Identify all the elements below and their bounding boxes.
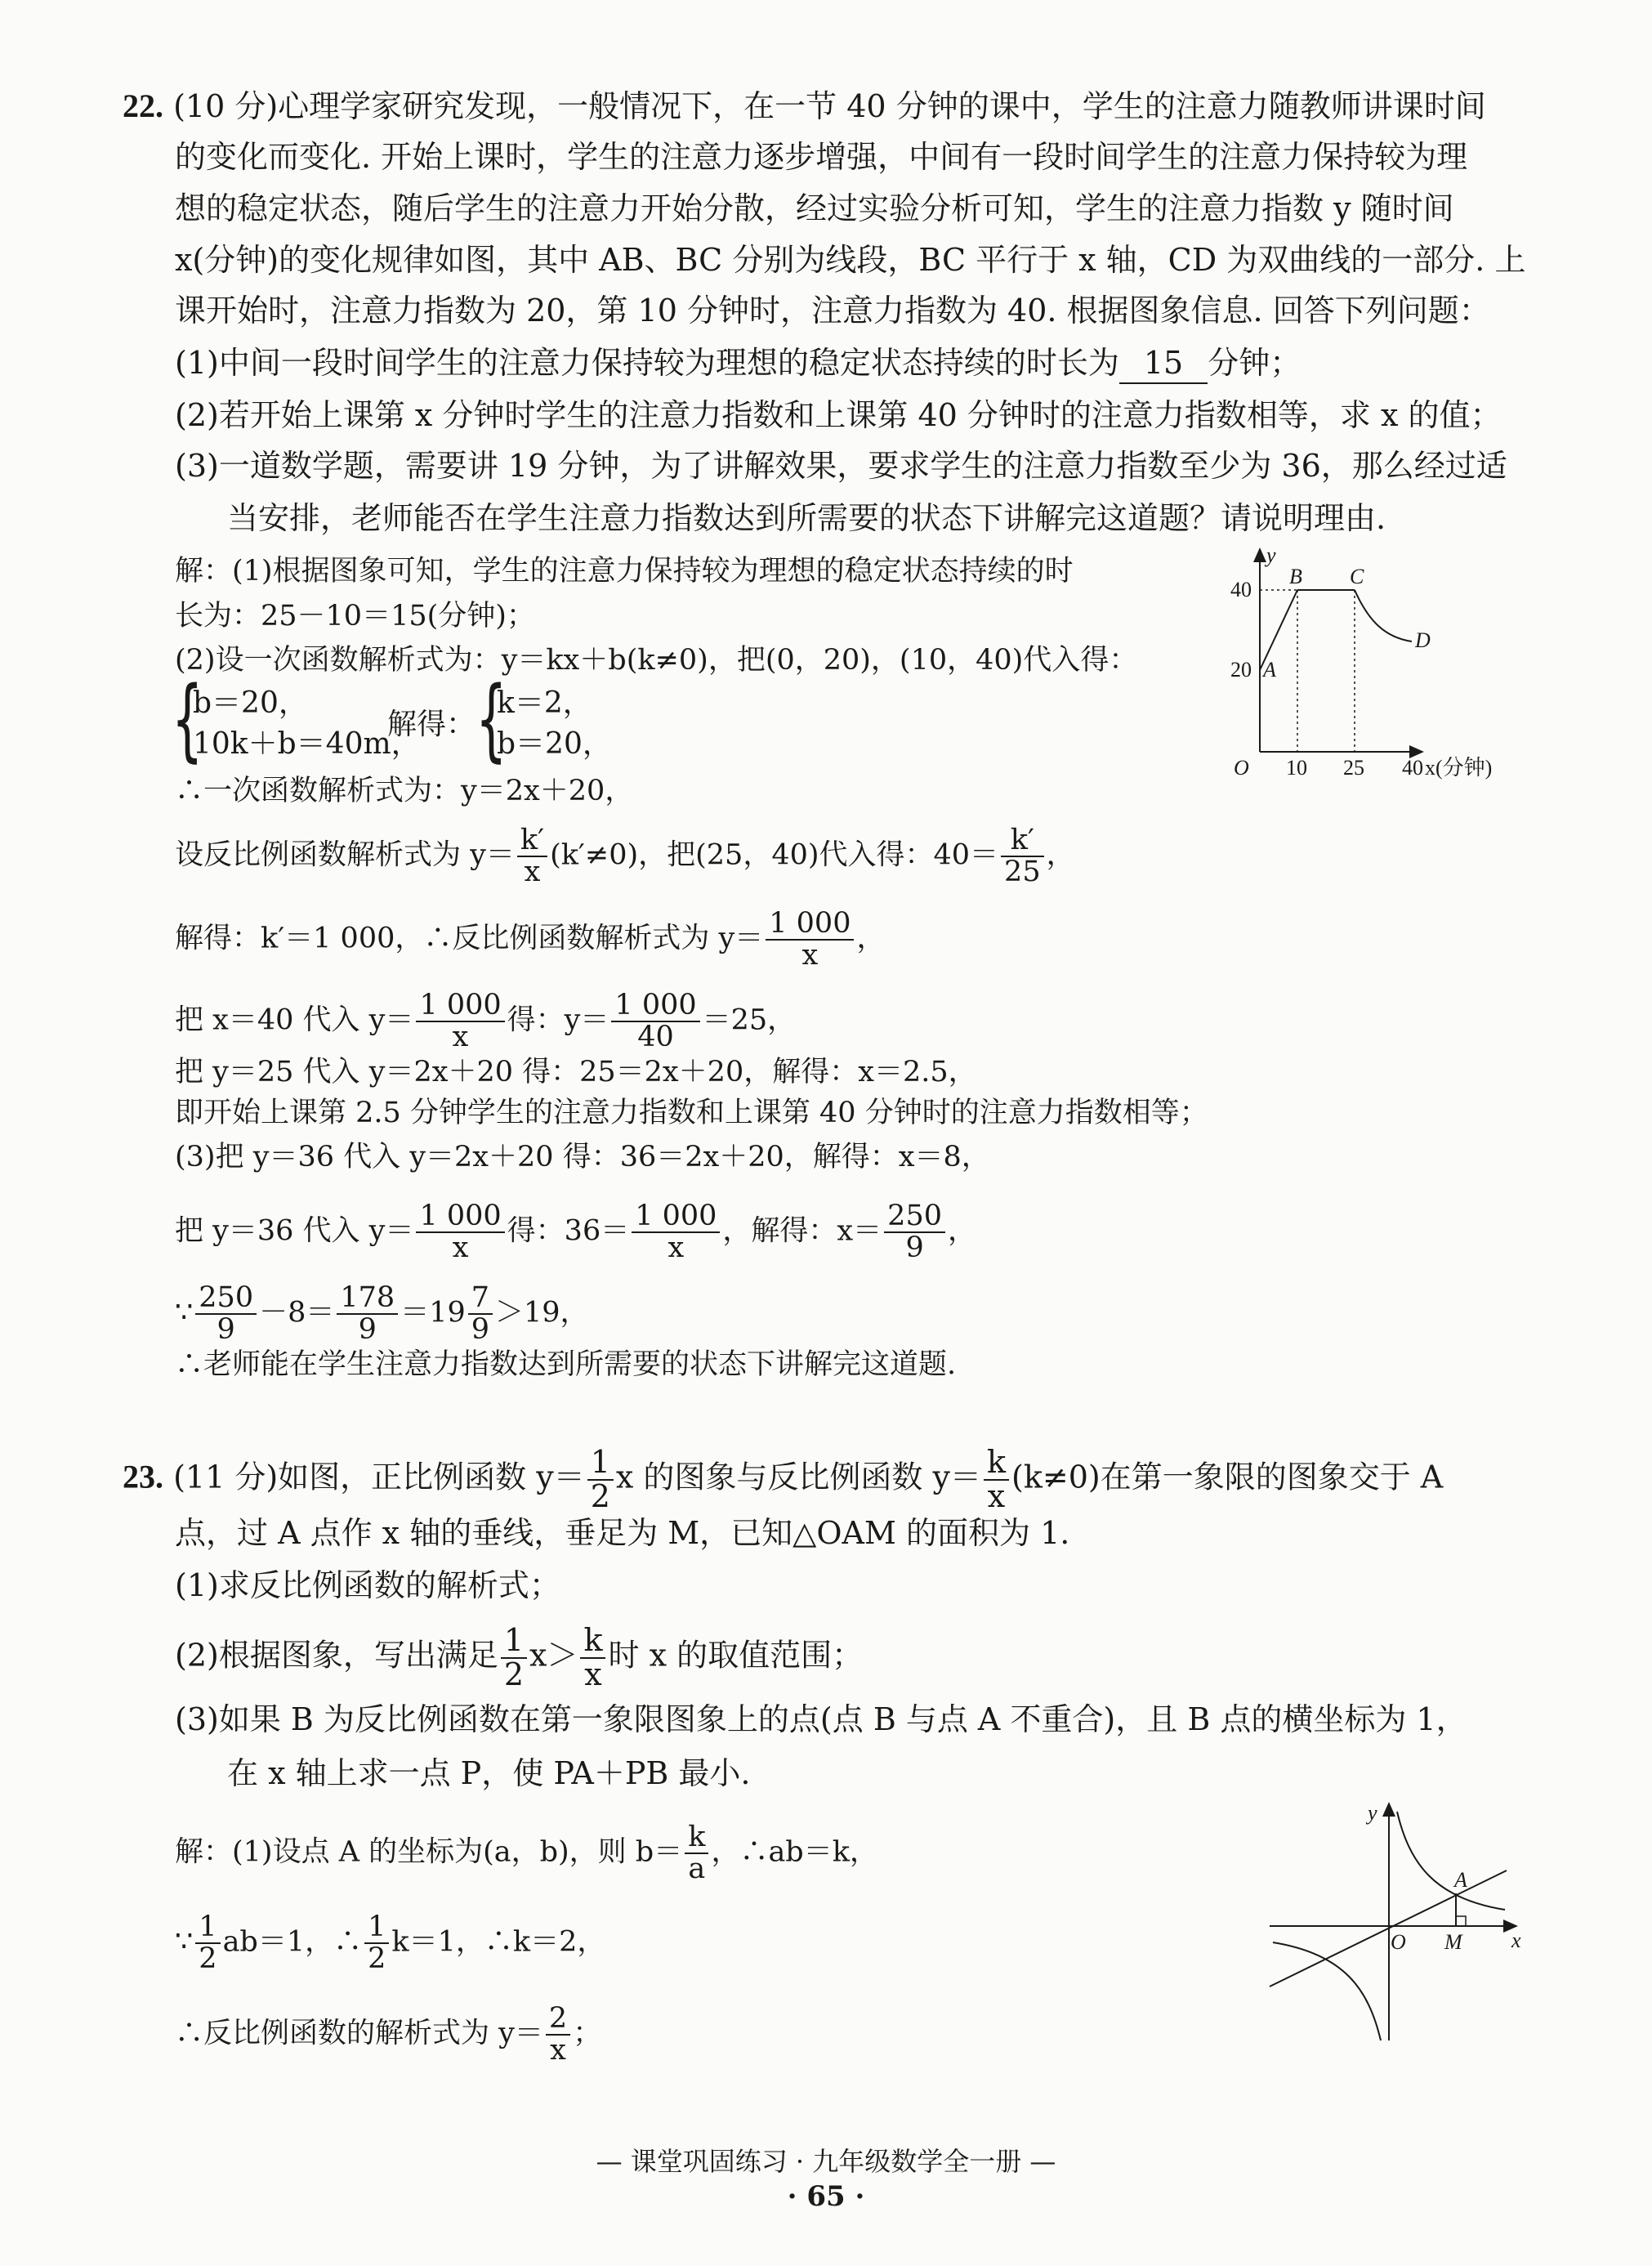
fraction: $\frac{1 000}{x}$: [632, 1201, 720, 1263]
p22-line3: 想的稳定状态，随后学生的注意力开始分散，经过实验分析可知，学生的注意力指数 y 随时间: [175, 190, 1454, 226]
p22-sol-line6: 设反比例函数解析式为 y＝ $\frac{k'}{x}$ (k′≠0)，把(25，40)代入得：40＝ $\frac{k'}{25}$ ，: [175, 824, 1075, 888]
p22-sol-line12: 把 y＝36 代入 y＝ $\frac{1 000}{x}$ 得：36＝ $\frac{1 000}{x}$ ，解得：x＝ $\frac{250}{9}$ ，: [175, 1200, 976, 1264]
p22-solution-k: k＝2，: [497, 686, 592, 720]
p22-line2: 的变化而变化. 开始上课时，学生的注意力逐步增强，中间有一段时间学生的注意力保持较为理: [175, 139, 1468, 175]
fraction: $\frac{178}{9}$: [337, 1283, 398, 1345]
fraction: $\frac{1 000}{x}$: [416, 1201, 504, 1263]
tick-25: 25: [1343, 756, 1364, 780]
p22-system-eq2: 10k＋b＝40m，: [193, 727, 421, 761]
p22-solution-b: b＝20，: [497, 727, 612, 761]
p23-question2: (2)根据图象，写出满足 $\frac{1}{2}$ x＞ $\frac{k}{x}$ 时 x 的取值范围；: [175, 1622, 864, 1692]
fraction: $\frac{1 000}{40}$: [611, 990, 699, 1053]
p23-line1: 23. (11 分)如图，正比例函数 y＝ $\frac{1}{2}$ x 的图象与反比例函数 y＝ $\frac{k}{x}$ (k≠0)在第一象限的图象交于 A: [123, 1444, 1444, 1514]
p22-solve-label: 解得：: [387, 708, 476, 741]
left-brace: {: [476, 667, 507, 771]
p22-sol-line10: 即开始上课第 2.5 分钟学生的注意力指数和上课第 40 分钟时的注意力指数相等；: [175, 1097, 1208, 1129]
p22-sol-line5: ∴一次函数解析式为：y＝2x＋20，: [175, 775, 634, 807]
point-b-label: B: [1289, 565, 1302, 588]
answer-blank: 15: [1119, 343, 1208, 384]
fraction: $\frac{1}{2}$: [364, 1912, 389, 1974]
y-label: y: [1368, 1802, 1377, 1825]
point-a-label: A: [1263, 658, 1276, 682]
hyperbola-q1: [1397, 1812, 1505, 1910]
fraction: $\frac{1 000}{x}$: [766, 909, 854, 971]
origin-label: O: [1391, 1930, 1406, 1954]
tick-10: 10: [1286, 756, 1307, 780]
p22-sol-line7: 解得：k′＝1 000，∴反比例函数解析式为 y＝ $\frac{1 000}{x}$ ，: [175, 907, 886, 972]
p22-sol-line11: (3)把 y＝36 代入 y＝2x＋20 得：36＝2x＋20，解得：x＝8，: [175, 1141, 990, 1173]
p23-question3-line1: (3)如果 B 为反比例函数在第一象限图象上的点(点 B 与点 A 不重合)，且 B 点的横坐标为 1，: [175, 1701, 1467, 1737]
point-a-label: A: [1454, 1868, 1467, 1892]
point-m-label: M: [1444, 1930, 1462, 1954]
point-c-label: C: [1350, 565, 1364, 588]
p22-question3-line2: 当安排，老师能否在学生注意力指数达到所需要的状态下讲解完这道题？请说明理由.: [227, 500, 1386, 536]
fraction: $\frac{1}{2}$: [587, 1446, 614, 1513]
p22-sol-line14: ∴老师能在学生注意力指数达到所需要的状态下讲解完这道题.: [175, 1348, 957, 1381]
tick-40: 40: [1230, 578, 1252, 601]
fraction: $\frac{1}{2}$: [195, 1912, 220, 1974]
fraction: $\frac{250}{9}$: [195, 1283, 257, 1345]
fraction: $\frac{k}{a}$: [685, 1822, 708, 1884]
p23-sol-line2: ∵ $\frac{1}{2}$ ab＝1，∴ $\frac{1}{2}$ k＝1，∴k＝2，: [175, 1911, 606, 1975]
fraction: $\frac{7}{9}$: [468, 1283, 493, 1345]
p22-question1: (1)中间一段时间学生的注意力保持较为理想的稳定状态持续的时长为 15 分钟；: [175, 343, 1301, 384]
p22-graph: [1226, 548, 1528, 784]
left-brace: {: [172, 667, 203, 771]
p23-number: 23.: [123, 1458, 163, 1495]
p22-sol-line9: 把 y＝25 代入 y＝2x＋20 得：25＝2x＋20，解得：x＝2.5，: [175, 1056, 977, 1088]
tick-20: 20: [1230, 658, 1252, 682]
p23-sol-line1: 解：(1)设点 A 的坐标为(a，b)，则 b＝ $\frac{k}{a}$ ，∴ab＝k，: [175, 1821, 878, 1885]
page-footer: — 课堂巩固练习 · 九年级数学全一册 —: [596, 2146, 1056, 2177]
hyperbola-cd: [1355, 590, 1412, 641]
p23-sol-line3: ∴反比例函数的解析式为 y＝ $\frac{2}{x}$ ；: [175, 2002, 602, 2067]
point-d-label: D: [1415, 628, 1431, 652]
p22-line1: 22. (10 分)心理学家研究发现，一般情况下，在一节 40 分钟的课中，学生的注意力随教师讲课时间: [123, 87, 1486, 124]
fraction: $\frac{k'}{25}$: [1001, 825, 1044, 887]
p23-question1: (1)求反比例函数的解析式；: [175, 1567, 560, 1603]
p22-question3-line1: (3)一道数学题，需要讲 19 分钟，为了讲解效果，要求学生的注意力指数至少为 36，那么经过适: [175, 448, 1507, 484]
fraction: $\frac{2}{x}$: [546, 2004, 570, 2066]
p22-system-eq1: b＝20，: [193, 686, 308, 720]
y-label: y: [1266, 548, 1276, 567]
fraction: $\frac{k'}{x}$: [517, 825, 547, 887]
fraction: $\frac{k}{x}$: [580, 1625, 605, 1692]
origin-label: O: [1234, 756, 1249, 780]
p22-sol-line8: 把 x＝40 代入 y＝ $\frac{1 000}{x}$ 得：y＝ $\frac{1 000}{40}$ ＝25，: [175, 989, 797, 1053]
tick-40x: 40: [1402, 756, 1423, 780]
p22-sol-line3: (2)设一次函数解析式为：y＝kx＋b(k≠0)，把(0，20)，(10，40)代入得：: [175, 644, 1138, 677]
p22-question2: (2)若开始上课第 x 分钟时学生的注意力指数和上课第 40 分钟时的注意力指数相等，求 x 的值；: [175, 397, 1502, 433]
x-label: x: [1511, 1929, 1521, 1952]
p22-line5: 课开始时，注意力指数为 20，第 10 分钟时，注意力指数为 40. 根据图象信息. 回答下列问题：: [175, 293, 1490, 329]
p22-sol-line2: 长为：25－10＝15(分钟)；: [175, 600, 535, 632]
p23-graph: [1266, 1802, 1528, 2047]
fraction: $\frac{k}{x}$: [984, 1446, 1009, 1513]
x-axis-label: x(分钟): [1425, 756, 1493, 780]
fraction: $\frac{1 000}{x}$: [416, 990, 504, 1053]
p22-sol-line1: 解：(1)根据图象可知，学生的注意力保持较为理想的稳定状态持续的时: [175, 555, 1074, 588]
p22-number: 22.: [123, 87, 163, 124]
p23-question3-line2: 在 x 轴上求一点 P，使 PA＋PB 最小.: [227, 1755, 751, 1791]
fraction: $\frac{250}{9}$: [884, 1201, 945, 1263]
right-angle-mark: [1456, 1916, 1466, 1926]
page-number: · 65 ·: [787, 2180, 865, 2213]
hyperbola-q3: [1273, 1942, 1381, 2040]
p22-line4: x(分钟)的变化规律如图，其中 AB、BC 分别为线段，BC 平行于 x 轴，CD 为双曲线的一部分. 上: [175, 242, 1526, 278]
p22-sol-line13: ∵ $\frac{250}{9}$ －8＝ $\frac{178}{9}$ ＝19 $\frac{7}{9}$ ＞19，: [175, 1281, 589, 1346]
fraction: $\frac{1}{2}$: [501, 1625, 527, 1692]
p23-line2: 点，过 A 点作 x 轴的垂线，垂足为 M，已知△OAM 的面积为 1.: [175, 1515, 1070, 1551]
